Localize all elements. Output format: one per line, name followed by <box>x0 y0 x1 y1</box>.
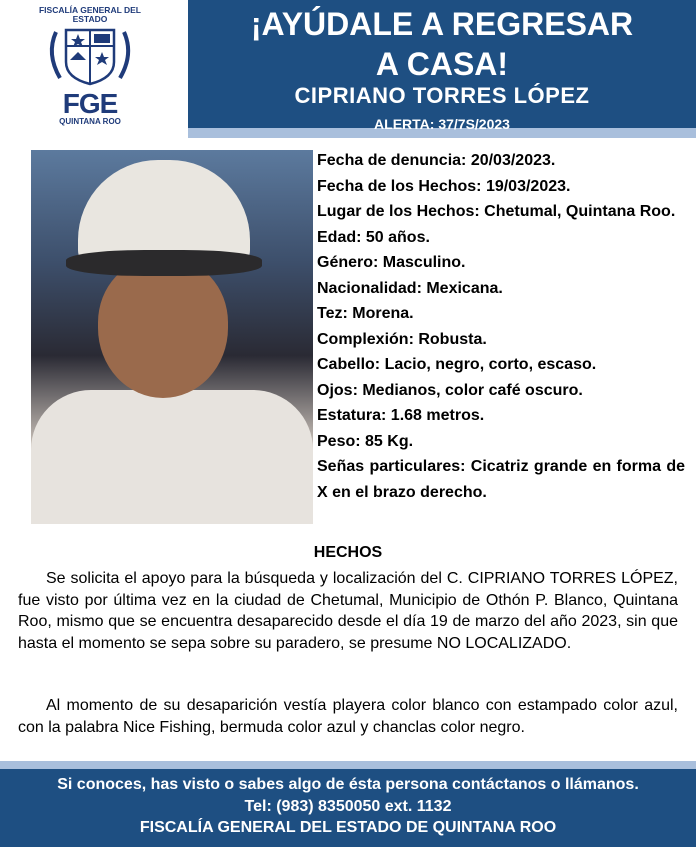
header <box>0 0 696 140</box>
person-details <box>317 148 685 505</box>
missing-person-name: CIPRIANO TORRES LÓPEZ <box>294 83 590 108</box>
eyes: Ojos: Medianos, color café oscuro. <box>317 381 583 399</box>
title-line-2: A CASA! <box>375 46 509 82</box>
facts-paragraph-1: Se solicita el apoyo para la búsqueda y localización del C. CIPRIANO TORRES LÓPEZ, fue visto por última vez en la ciudad de Chetumal, Municipio de Othón P. Blanco, Quintana Roo, mismo que se encuentra desaparecido desde el día 19 de marzo del año 2023, sin que hasta el momento se sepa sobre su paradero, se presume NO LOCALIZADO. <box>18 570 678 652</box>
logo-bottom-text: QUINTANA ROO <box>59 117 121 126</box>
build: Complexión: Robusta. <box>317 330 487 348</box>
coat-of-arms-icon <box>42 24 138 86</box>
logo-acronym: FGE <box>62 88 118 119</box>
report-date: Fecha de denuncia: 20/03/2023. <box>317 152 556 169</box>
alert-number: ALERTA: 37/7S/2023 <box>374 116 510 132</box>
skin-tone: Tez: Morena. <box>317 305 414 322</box>
facts-heading: HECHOS <box>313 544 383 561</box>
agency-name: FISCALÍA GENERAL DEL ESTADO DE QUINTANA ROO <box>139 819 557 836</box>
fge-logo <box>34 6 146 134</box>
weight: Peso: 85 Kg. <box>317 432 414 450</box>
height: Estatura: 1.68 metros. <box>317 407 485 424</box>
age: Edad: 50 años. <box>317 228 430 246</box>
hair: Cabello: Lacio, negro, corto, escaso. <box>317 356 597 373</box>
title-line-1: ¡AYÚDALE A REGRESAR <box>250 6 634 42</box>
event-date: Fecha de los Hechos: 19/03/2023. <box>317 177 571 195</box>
footer-strip <box>0 761 696 769</box>
facts-paragraph-2: Al momento de su desaparición vestía playera color blanco con estampado color azul, con la palabra Nice Fishing, bermuda color azul y chanclas color negro. <box>18 697 678 736</box>
logo-top-text: FISCALÍA GENERAL DEL ESTADO <box>38 5 141 24</box>
event-place: Lugar de los Hechos: Chetumal, Quintana Roo. <box>317 203 676 220</box>
nationality: Nacionalidad: Mexicana. <box>317 279 503 297</box>
contact-call-to-action: Si conoces, has visto o sabes algo de ésta persona contáctanos o llámanos. <box>57 776 639 793</box>
photo-cap-brim <box>66 250 262 276</box>
photo-face <box>98 258 228 398</box>
gender: Género: Masculino. <box>317 254 466 271</box>
contact-phone: Tel: (983) 8350050 ext. 1132 <box>244 798 452 815</box>
distinguishing-marks: Señas particulares: Cicatriz grande en forma de X en el brazo derecho. <box>317 458 685 501</box>
photo-shirt <box>31 390 313 524</box>
